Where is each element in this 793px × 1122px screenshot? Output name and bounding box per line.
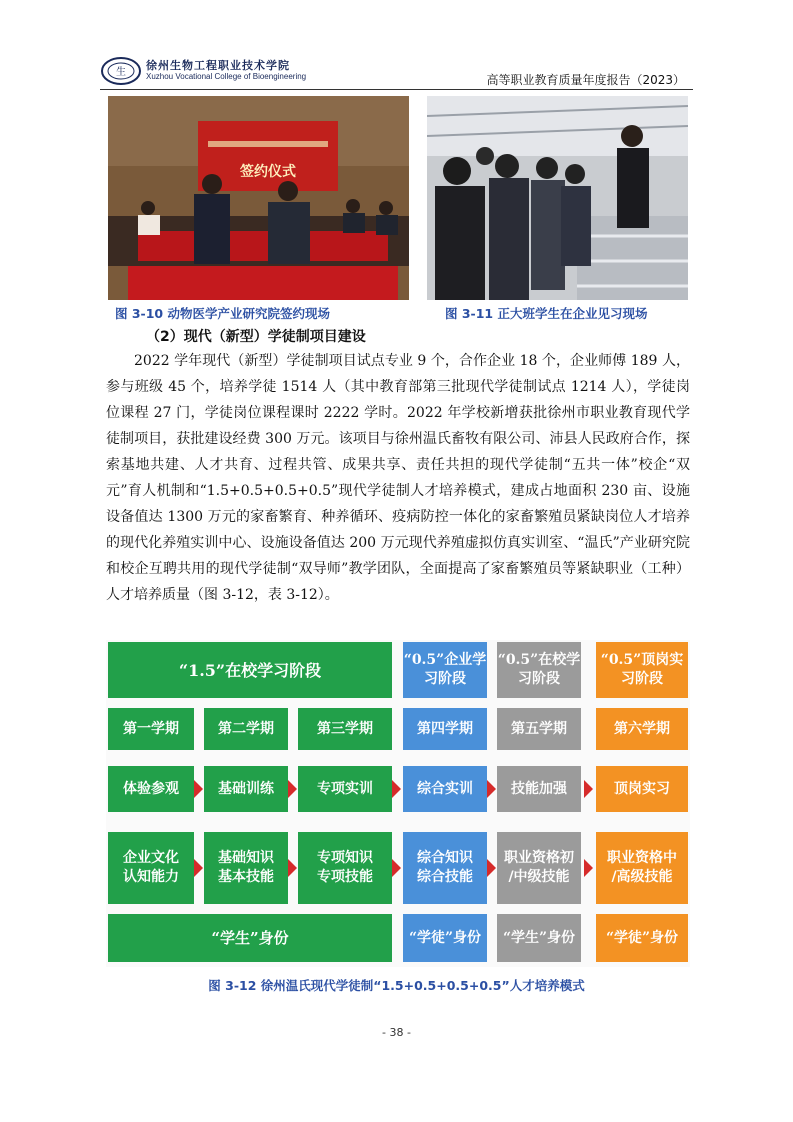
header-divider [100, 89, 693, 90]
fig-3-11-caption: 图 3-11 正大班学生在企业见习现场 [445, 306, 648, 321]
section-title: （2）现代（新型）学徒制项目建设 [146, 329, 366, 345]
arrow-right-icon [392, 780, 401, 798]
report-title: 高等职业教育质量年度报告（2023） [486, 73, 685, 87]
page-number: - 38 - [382, 1026, 411, 1039]
apprenticeship-model-diagram [106, 640, 690, 967]
ability-basic: 基础知识 基本技能 [204, 832, 288, 904]
term-6: 第六学期 [596, 708, 688, 750]
signing-ceremony-photo [108, 96, 409, 300]
fig-3-12-caption: 图 3-12 徐州温氏现代学徒制“1.5+0.5+0.5+0.5”人才培养模式 [208, 978, 585, 993]
activity-basic-training: 基础训练 [204, 766, 288, 812]
arrow-right-icon [194, 859, 203, 877]
arrow-right-icon [487, 780, 496, 798]
activity-internship: 顶岗实习 [596, 766, 688, 812]
ability-special: 专项知识 专项技能 [298, 832, 392, 904]
arrow-right-icon [487, 859, 496, 877]
identity-apprentice: “学徒”身份 [403, 914, 487, 962]
stage-school-1-5: “1.5”在校学习阶段 [108, 642, 392, 698]
body-paragraph [106, 348, 690, 608]
fig-3-10-caption: 图 3-10 动物医学产业研究院签约现场 [115, 306, 330, 321]
term-2: 第二学期 [204, 708, 288, 750]
school-logo [100, 56, 142, 86]
arrow-right-icon [392, 859, 401, 877]
stage-internship-0-5: “0.5”顶岗实习阶段 [596, 642, 688, 698]
identity-student: “学生”身份 [108, 914, 392, 962]
term-1: 第一学期 [108, 708, 194, 750]
term-3: 第三学期 [298, 708, 392, 750]
ability-mid-senior: 职业资格中 /高级技能 [596, 832, 688, 904]
arrow-right-icon [288, 780, 297, 798]
identity-apprentice-2: “学徒”身份 [596, 914, 688, 962]
students-visit-photo [427, 96, 688, 300]
arrow-right-icon [584, 859, 593, 877]
stage-enterprise-0-5: “0.5”企业学习阶段 [403, 642, 487, 698]
school-name-en: Xuzhou Vocational College of Bioengineering [146, 72, 307, 81]
arrow-right-icon [194, 780, 203, 798]
activity-comprehensive-training: 综合实训 [403, 766, 487, 812]
ability-comprehensive: 综合知识 综合技能 [403, 832, 487, 904]
svg-text:生: 生 [116, 67, 126, 78]
ability-junior-mid: 职业资格初 /中级技能 [497, 832, 581, 904]
school-name-cn: 徐州生物工程职业技术学院 [146, 59, 290, 72]
ability-culture: 企业文化 认知能力 [108, 832, 194, 904]
activity-visit: 体验参观 [108, 766, 194, 812]
arrow-right-icon [288, 859, 297, 877]
sign-banner-text: 签约仪式 [240, 164, 296, 180]
identity-student-2: “学生”身份 [497, 914, 581, 962]
activity-special-training: 专项实训 [298, 766, 392, 812]
arrow-right-icon [584, 780, 593, 798]
stage-school-0-5: “0.5”在校学习阶段 [497, 642, 581, 698]
term-5: 第五学期 [497, 708, 581, 750]
term-4: 第四学期 [403, 708, 487, 750]
paragraph-text: 2022 学年现代（新型）学徒制项目试点专业 9 个，合作企业 18 个，企业师傅 189 人，参与班级 45 个，培养学徒 1514 人（其中教育部第三批现代学徒制试点 1214 人），学徒岗位课程 27 门，学徒岗位课程课时 2222 学时。2022 年学校新增获批徐州市职业教育现代学徒制项目，获批建设经费 300 万元。该项目与徐州温氏畜牧有限公司、沛县人民政府合作，探索基地共建、人才共育、过程共管、成果共享、责任共担的现代学徒制“五共一体”校企“双元”育人机制和“1.5+0.5+0.5+0.5”现代学徒制人才培养模式，建成占地面积 230 亩、设施设备值达 1300 万元的家畜繁育、种养循环、疫病防控一体化的家畜繁殖员紧缺岗位人才培养的现代化养殖实训中心、设施设备值达 200 万元现代养殖虚拟仿真实训室、“温氏”产业研究院和校企互聘共用的现代学徒制“双导师”教学团队，全面提高了家畜繁殖员等紧缺职业（工种）人才培养质量（图 3-12，表 3-12）。 [106, 353, 690, 603]
activity-skill-strengthening: 技能加强 [497, 766, 581, 812]
